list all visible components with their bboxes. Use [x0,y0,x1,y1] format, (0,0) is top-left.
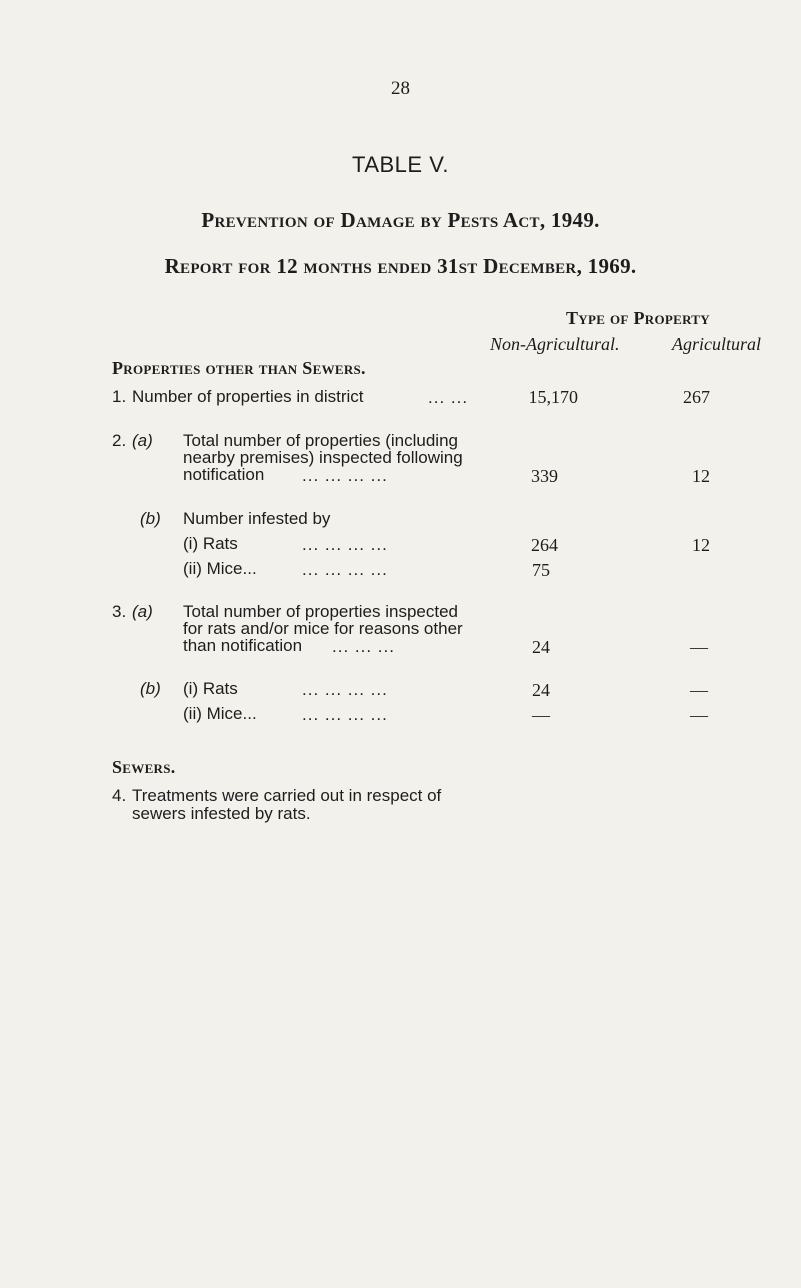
row-2a-label-line-1: Total number of properties (including [183,431,458,450]
sewers-item-line-2: sewers infested by rats. [132,804,311,823]
row-2b-ii-non-agricultural-value: 75 [532,560,550,580]
report-title: Report for 12 months ended 31st December, 1969. [164,254,637,278]
row-2b-i-leader-dots: ... ... ... ... [302,535,388,554]
row-2a-label-line-3: notification [183,465,265,484]
row-3b-ii-label: (ii) Mice... [183,704,257,723]
row-3b-ii-agricultural-value: — [690,705,708,725]
page-number: 28 [391,78,410,99]
column-header-non-agricultural: Non-Agricultural. [490,334,620,354]
row-3a-sub: (a) [132,602,153,621]
row-3b-ii-non-agricultural-value: — [532,705,550,725]
sewers-item-line-1: Treatments were carried out in respect of [132,786,442,805]
row-3a-leader-dots: ... ... ... [332,637,395,656]
row-2b-sub: (b) [140,509,161,528]
row-3a-number: 3. [112,602,127,621]
row-2b-ii-leader-dots: ... ... ... ... [302,560,388,579]
table-title: TABLE V. [352,152,449,177]
row-2b-i-non-agricultural-value: 264 [531,535,558,555]
row-3a-non-agricultural-value: 24 [532,637,550,657]
row-3a-label-line-3: than notification [183,636,303,655]
sewers-item-number: 4. [112,786,127,805]
row-1-non-agricultural-value: 15,170 [528,387,578,407]
row-2b-i-agricultural-value: 12 [692,535,710,555]
row-3b-i-non-agricultural-value: 24 [532,680,550,700]
section-heading-sewers: Sewers. [112,757,176,777]
column-header-agricultural: Agricultural [672,334,761,354]
row-1-agricultural-value: 267 [683,387,710,407]
row-1-leader-dots: ... ... [428,388,469,407]
row-2a-sub: (a) [132,431,153,450]
row-3b-sub: (b) [140,679,161,698]
row-3b-ii-leader-dots: ... ... ... ... [302,705,388,724]
row-2a-label-line-2: nearby premises) inspected following [183,448,463,467]
row-2a-number: 2. [112,431,127,450]
row-3a-label-line-2: for rats and/or mice for reasons other [183,619,463,638]
row-3b-i-agricultural-value: — [690,680,708,700]
act-title: Prevention of Damage by Pests Act, 1949. [201,208,600,232]
row-2a-leader-dots: ... ... ... ... [302,466,388,485]
row-3b-i-label: (i) Rats [183,679,238,698]
row-2b-i-label: (i) Rats [183,534,238,553]
row-1-number: 1. [112,387,127,406]
section-heading-other-than-sewers: Properties other than Sewers. [112,358,366,378]
row-2b-ii-label: (ii) Mice... [183,559,257,578]
row-1-label: Number of properties in district [132,387,364,406]
row-3b-i-leader-dots: ... ... ... ... [302,680,388,699]
row-2b-label: Number infested by [183,509,331,528]
row-2a-agricultural-value: 12 [692,466,710,486]
row-3a-agricultural-value: — [690,637,708,657]
row-3a-label-line-1: Total number of properties inspected [183,602,458,621]
type-of-property-header: Type of Property [566,308,710,328]
row-2a-non-agricultural-value: 339 [531,466,558,486]
